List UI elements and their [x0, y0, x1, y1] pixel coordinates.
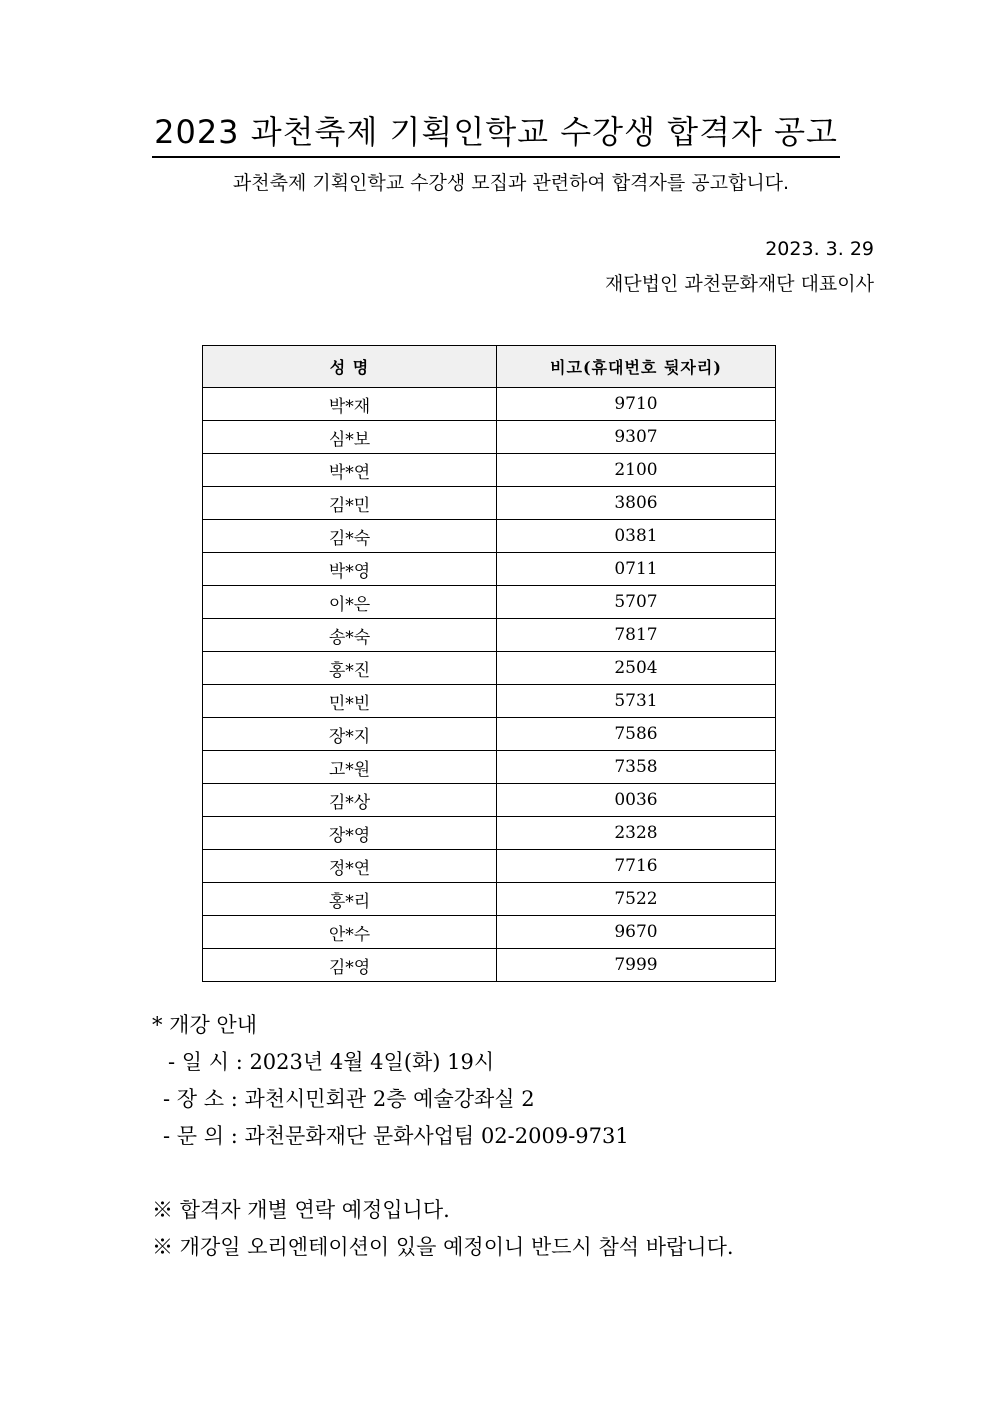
applicant-table — [202, 345, 776, 982]
cell-note: 7358 — [497, 751, 776, 784]
cell-name: 김*민 — [203, 487, 497, 520]
cell-name: 심*보 — [203, 421, 497, 454]
table-row — [203, 520, 776, 553]
table-row — [203, 421, 776, 454]
column-header-name: 성 명 — [203, 346, 497, 388]
opening-place: - 장 소 : 과천시민회관 2층 예술강좌실 2 — [163, 1087, 535, 1111]
cell-note: 5731 — [497, 685, 776, 718]
table-row — [203, 817, 776, 850]
cell-note: 5707 — [497, 586, 776, 619]
cell-note: 9670 — [497, 916, 776, 949]
cell-name: 박*영 — [203, 553, 497, 586]
table-row — [203, 883, 776, 916]
page-title-text: 2023 과천축제 기획인학교 수강생 합격자 공고 — [152, 110, 840, 158]
table-row — [203, 949, 776, 982]
column-header-note: 비고(휴대번호 뒷자리) — [497, 346, 776, 388]
cell-name: 장*영 — [203, 817, 497, 850]
cell-name: 김*숙 — [203, 520, 497, 553]
table-row — [203, 718, 776, 751]
cell-name: 홍*리 — [203, 883, 497, 916]
table-row — [203, 586, 776, 619]
table-row — [203, 553, 776, 586]
cell-note: 3806 — [497, 487, 776, 520]
table-row — [203, 784, 776, 817]
cell-note: 9710 — [497, 388, 776, 421]
table-row — [203, 652, 776, 685]
note-contact-individually: ※ 합격자 개별 연락 예정입니다. — [152, 1198, 450, 1222]
cell-name: 이*은 — [203, 586, 497, 619]
opening-schedule: - 일 시 : 2023년 4월 4일(화) 19시 — [168, 1050, 495, 1074]
cell-note: 7999 — [497, 949, 776, 982]
cell-note: 7817 — [497, 619, 776, 652]
cell-name: 고*원 — [203, 751, 497, 784]
cell-note: 2504 — [497, 652, 776, 685]
cell-name: 박*재 — [203, 388, 497, 421]
note-orientation: ※ 개강일 오리엔테이션이 있을 예정이니 반드시 참석 바랍니다. — [152, 1235, 734, 1259]
page-title — [0, 110, 992, 158]
issuing-organization: 재단법인 과천문화재단 대표이사 — [604, 273, 874, 295]
cell-name: 김*영 — [203, 949, 497, 982]
cell-note: 7522 — [497, 883, 776, 916]
cell-note: 2328 — [497, 817, 776, 850]
cell-name: 정*연 — [203, 850, 497, 883]
cell-note: 9307 — [497, 421, 776, 454]
cell-note: 7586 — [497, 718, 776, 751]
announcement-date: 2023. 3. 29 — [765, 238, 874, 260]
table-row — [203, 685, 776, 718]
cell-name: 민*빈 — [203, 685, 497, 718]
table-row — [203, 487, 776, 520]
cell-name: 장*지 — [203, 718, 497, 751]
table-row — [203, 619, 776, 652]
cell-note: 0036 — [497, 784, 776, 817]
table-row — [203, 916, 776, 949]
opening-heading: * 개강 안내 — [152, 1013, 257, 1037]
page-subtitle: 과천축제 기획인학교 수강생 모집과 관련하여 합격자를 공고합니다. — [232, 172, 790, 194]
cell-name: 박*연 — [203, 454, 497, 487]
cell-note: 7716 — [497, 850, 776, 883]
cell-note: 0381 — [497, 520, 776, 553]
table-row — [203, 454, 776, 487]
table-row — [203, 388, 776, 421]
table-row — [203, 751, 776, 784]
cell-name: 안*수 — [203, 916, 497, 949]
cell-name: 송*숙 — [203, 619, 497, 652]
table-row — [203, 850, 776, 883]
cell-note: 2100 — [497, 454, 776, 487]
opening-contact: - 문 의 : 과천문화재단 문화사업팀 02-2009-9731 — [163, 1124, 629, 1148]
table-header-row — [203, 346, 776, 388]
cell-name: 김*상 — [203, 784, 497, 817]
cell-name: 홍*진 — [203, 652, 497, 685]
cell-note: 0711 — [497, 553, 776, 586]
